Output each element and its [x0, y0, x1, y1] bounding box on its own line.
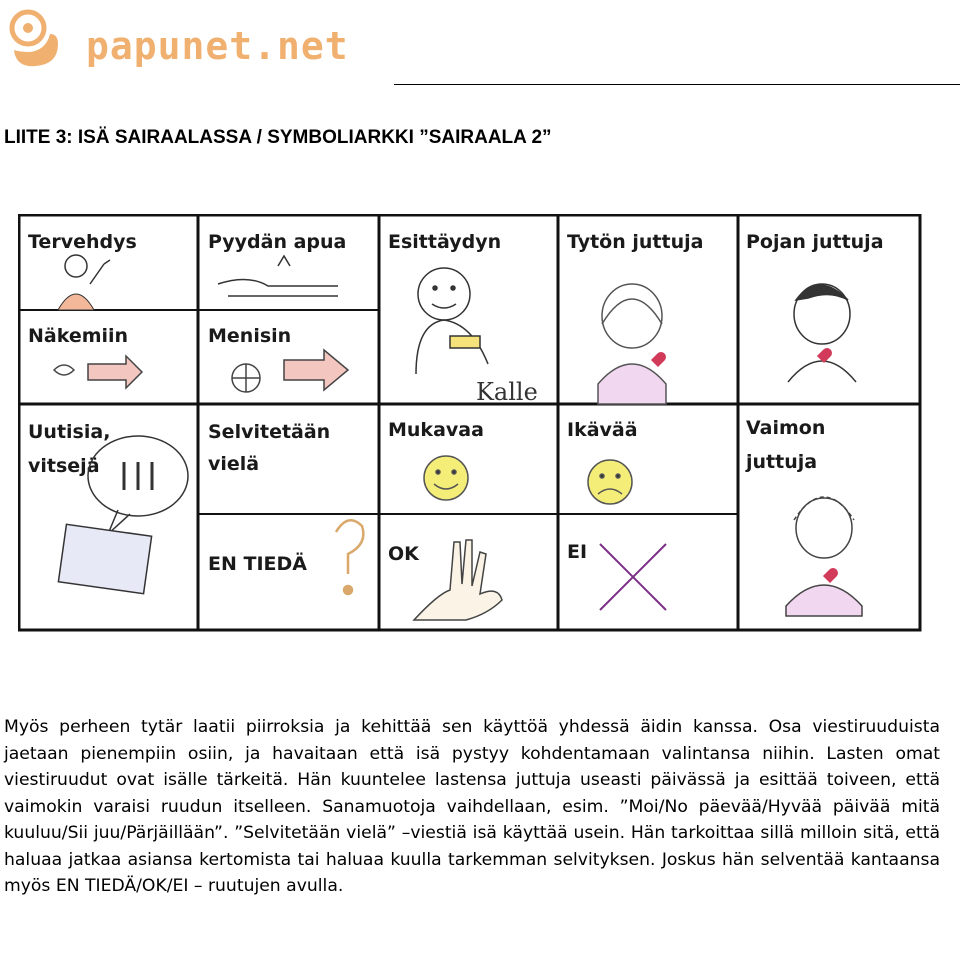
page-title: LIITE 3: ISÄ SAIRAALASSA / SYMBOLIARKKI ”SAIRAALA 2”	[4, 127, 552, 148]
cell-label-line2: vielä	[208, 453, 260, 475]
cell-label: Näkemiin	[28, 325, 129, 347]
name-tag-text: Kalle	[476, 378, 538, 406]
header-divider	[394, 84, 960, 85]
cell-label: Esittäydyn	[388, 231, 502, 253]
papunet-logo-icon	[6, 4, 70, 70]
logo-text: papunet.net	[86, 24, 349, 68]
cell-label: Tytön juttuja	[567, 231, 704, 253]
cell-label: Pyydän apua	[208, 231, 347, 253]
cell-label: Selvitetään	[208, 421, 331, 443]
cell-label: Vaimon	[746, 417, 826, 439]
cell-label: EN TIEDÄ	[208, 553, 307, 575]
smiley-sad-icon	[588, 460, 632, 504]
cell-label-line2: juttuja	[746, 451, 818, 473]
cell-label-line2: vitsejä	[28, 455, 100, 477]
cell-label: OK	[388, 543, 419, 565]
smiley-happy-icon	[424, 456, 468, 500]
cell-label: Ikävää	[567, 419, 638, 441]
cell-label: Pojan juttuja	[746, 231, 884, 253]
cell-label: Uutisia,	[28, 421, 111, 443]
cell-label: Menisin	[208, 325, 292, 347]
description-paragraph: Myös perheen tytär laatii piirroksia ja kehittää sen käyttöä yhdessä äidin kanssa. Osa viestiruuduista jaetaan pienempiin osiin, ja havaitaan että isä pystyy kohdentamaan valintansa niihin. Lasten omat viestiruudut ovat isälle tärkeitä. Hän kuuntelee lastensa juttuja useasti päivässä ja esittää toiveen, että vaimokin varaisi ruudun itselleen. Sanamuotoja vaihdellaan, esim. ”Moi/No päevää/Hyvää päivää mitä kuuluu/Sii juu/Pärjäillään”. ”Selvitetään vielä” –viestiä isä käyttää usein. Hän tarkoittaa sillä milloin sitä, että haluaa jatkaa asiansa kertomista tai haluaa kuulla tarkemman selvityksen. Joskus hän selventää kantaansa myös EN TIEDÄ/OK/EI – ruutujen avulla.	[4, 717, 940, 896]
papunet-logo	[6, 4, 406, 74]
cell-label: Tervehdys	[28, 231, 137, 253]
cell-label: EI	[567, 541, 588, 563]
cell-label: Mukavaa	[388, 419, 484, 441]
symbol-board	[18, 214, 922, 632]
